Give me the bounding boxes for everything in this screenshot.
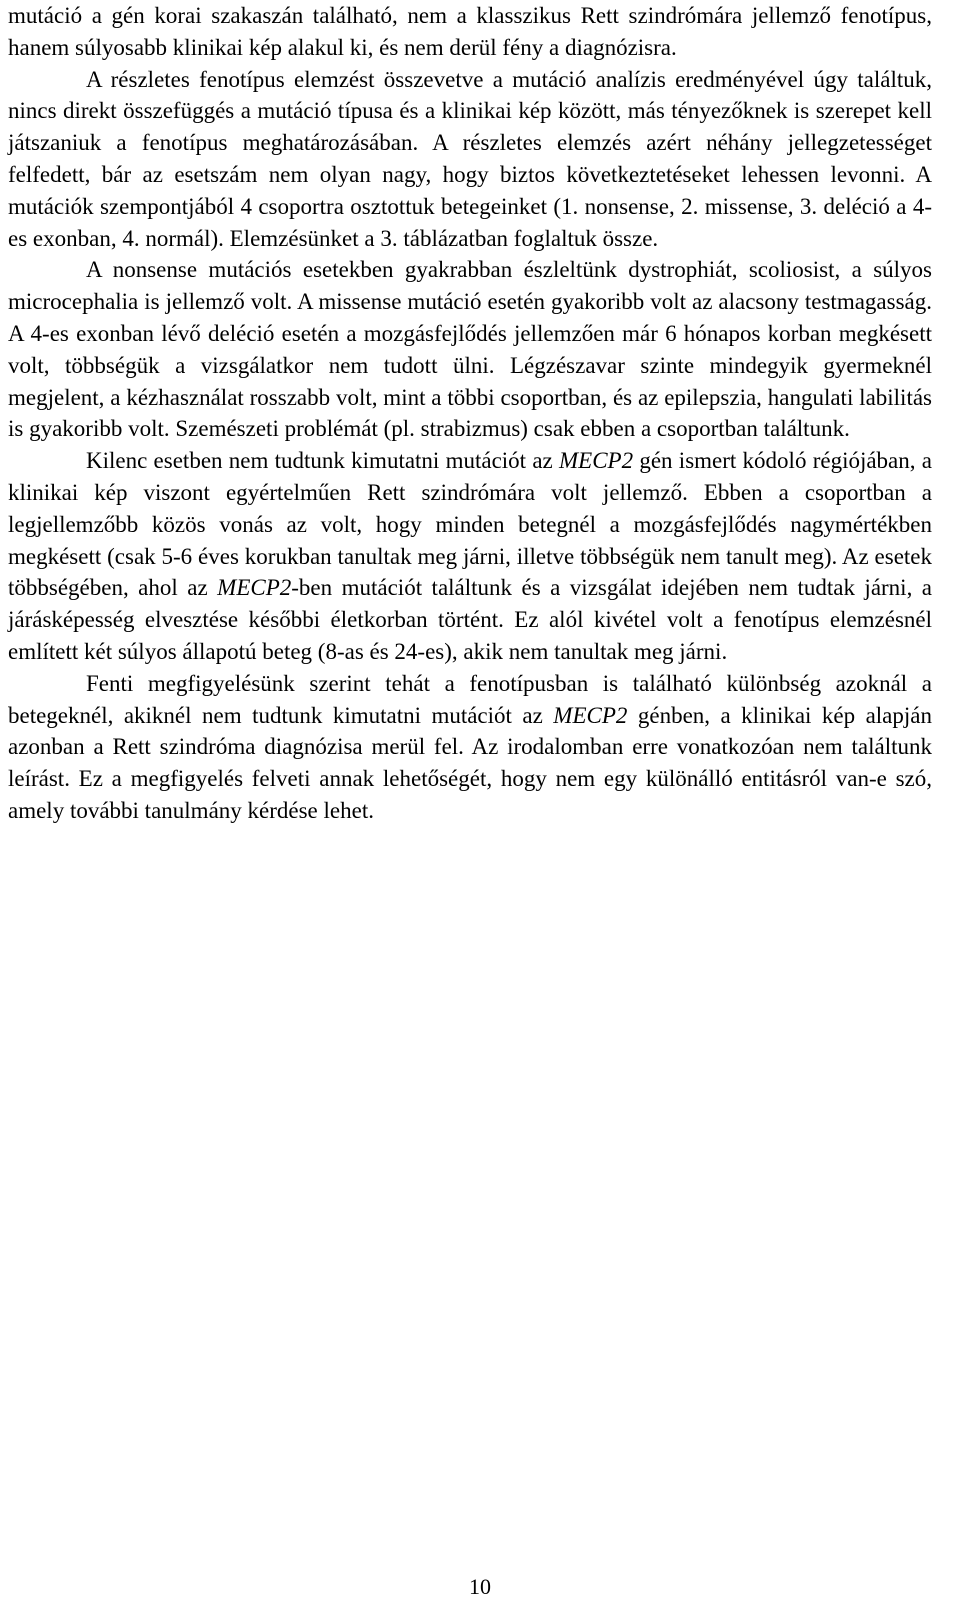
text-segment: gén ismert kódoló régiójában, a klinikai kép viszont egyértelműen Rett szindrómára volt jellemző. Ebben a csoportban a legjellemzőbb közös vonás az volt, hogy minden betegnél a mozgásfejlődés nagymértékben megkésett (csak 5-6 éves korukban tanultak meg járni, illetve többségük nem tanult meg). Az esetek többségében, ahol az bbox=[8, 448, 932, 601]
paragraph-continuation bbox=[8, 0, 932, 64]
text-segment: Fenti megfigyelésünk szerint tehát a fenotípusban is található különbség azoknál a betegeknél, akiknél nem tudtunk kimutatni mutációt az bbox=[8, 670, 932, 728]
paragraph-phenotype-analysis bbox=[8, 64, 932, 255]
text-segment: A nonsense mutációs esetekben gyakrabban észleltünk dystrophiát, scoliosist, a súlyos microcephalia is jellemző volt. A missense mutáció esetén gyakoribb volt az alacsony testmagasság. A 4-es exonban lévő deléció esetén a mozgásfejlődés jellemzően már 6 hónapos korban megkésett volt, többségük a vizsgálatkor nem tudott ülni. Légzészavar szinte mindegyik gyermeknél megjelent, a kézhasználat rosszabb volt, mint a többi csoportban, és az epilepszia, hangulati labilitás is gyakoribb volt. Szemészeti problémát (pl. strabizmus) csak ebben a csoportban találtunk. bbox=[8, 257, 932, 442]
document-page bbox=[8, 0, 932, 1611]
gene-name: MECP2 bbox=[217, 575, 292, 601]
body-text bbox=[8, 0, 932, 827]
text-segment: -ben mutációt találtunk és a vizsgálat idejében nem tudtak járni, a járásképesség elvesztése későbbi életkorban történt. Ez alól kivétel volt a fenotípus elemzésnél említett két súlyos állapotú beteg (8-as és 24-es), akik nem tanultak meg járni. bbox=[8, 575, 933, 664]
gene-name: MECP2 bbox=[553, 702, 628, 728]
paragraph-conclusion bbox=[8, 668, 932, 827]
text-segment: génben, a klinikai kép alapján azonban a Rett szindróma diagnózisa merül fel. Az irodalomban erre vonatkozóan nem találtunk leírást. Ez a megfigyelés felveti annak lehetőségét, hogy nem egy különálló entitásról van-e szó, amely további tanulmány kérdése lehet. bbox=[8, 702, 932, 823]
text-segment: A részletes fenotípus elemzést összevetve a mutáció analízis eredményével úgy találtuk, nincs direkt összefüggés a mutáció típusa és a klinikai kép között, más tényezőknek is szerepet kell játszaniuk a fenotípus meghatározásában. A részletes elemzés azért néhány jellegzetességet felfedett, bár az esetszám nem olyan nagy, hogy biztos következtetéseket lehessen levonni. A mutációk szempontjából 4 csoportra osztottuk betegeinket (1. nonsense, 2. missense, 3. deléció a 4-es exonban, 4. normál). Elemzésünket a 3. táblázatban foglaltuk össze. bbox=[8, 66, 932, 251]
page-number: 10 bbox=[469, 1574, 491, 1599]
text-segment: Kilenc esetben nem tudtunk kimutatni mutációt az bbox=[86, 448, 559, 474]
gene-name: MECP2 bbox=[558, 448, 634, 474]
paragraph-mutation-groups bbox=[8, 254, 932, 445]
text-segment: mutáció a gén korai szakaszán található, nem a klasszikus Rett szindrómára jellemző fenotípus, hanem súlyosabb klinikai kép alakul ki, és nem derül fény a diagnózisra. bbox=[8, 3, 932, 60]
paragraph-no-mutation-cases bbox=[8, 445, 932, 668]
